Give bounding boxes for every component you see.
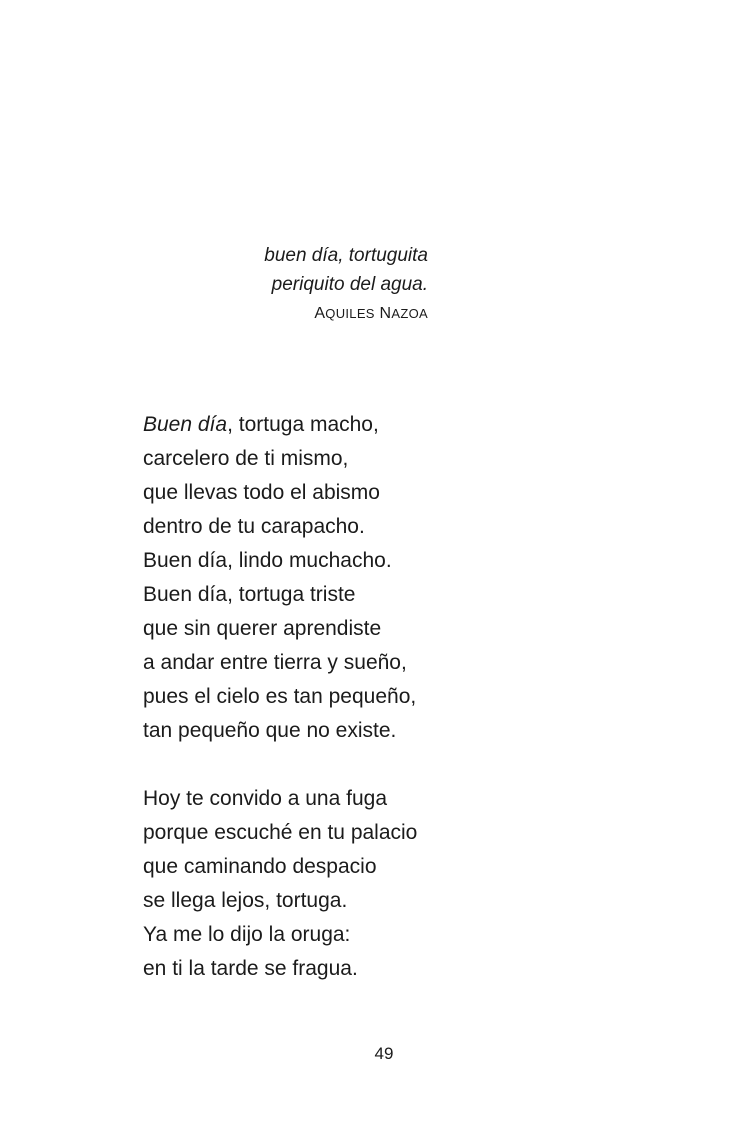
author-last-rest: AZOA <box>391 306 428 321</box>
verse: que caminando despacio <box>143 855 377 878</box>
page-number: 49 <box>374 1044 394 1063</box>
verse: carcelero de ti mismo, <box>143 447 349 470</box>
epigraph-line: buen día, tortuguita <box>264 245 428 266</box>
verse: se llega lejos, tortuga. <box>143 889 348 912</box>
author-first-rest: QUILES <box>325 306 375 321</box>
verse: Buen día, lindo muchacho. <box>143 549 392 572</box>
verse: pues el cielo es tan pequeño, <box>143 685 417 708</box>
verse-rest: , tortuga macho, <box>227 413 379 436</box>
author-last-initial: N <box>379 305 392 322</box>
verse: a andar entre tierra y sueño, <box>143 651 407 674</box>
verse <box>143 408 417 442</box>
verse: en ti la tarde se fragua. <box>143 957 358 980</box>
verse: Ya me lo dijo la oruga: <box>143 923 351 946</box>
verse-italic: Buen día <box>143 413 228 436</box>
epigraph <box>264 241 428 329</box>
stanza-2 <box>143 782 417 986</box>
stanza-1 <box>143 408 417 748</box>
verse: dentro de tu carapacho. <box>143 515 365 538</box>
verse: porque escuché en tu palacio <box>143 821 418 844</box>
verse: tan pequeño que no existe. <box>143 719 397 742</box>
epigraph-author <box>264 299 428 329</box>
verse: Hoy te convido a una fuga <box>143 787 388 810</box>
epigraph-line: periquito del agua. <box>271 274 428 295</box>
verse: Buen día, tortuga triste <box>143 583 356 606</box>
author-first-initial: A <box>314 305 326 322</box>
verse: que sin querer aprendiste <box>143 617 382 640</box>
poem <box>143 408 417 986</box>
verse: que llevas todo el abismo <box>143 481 380 504</box>
